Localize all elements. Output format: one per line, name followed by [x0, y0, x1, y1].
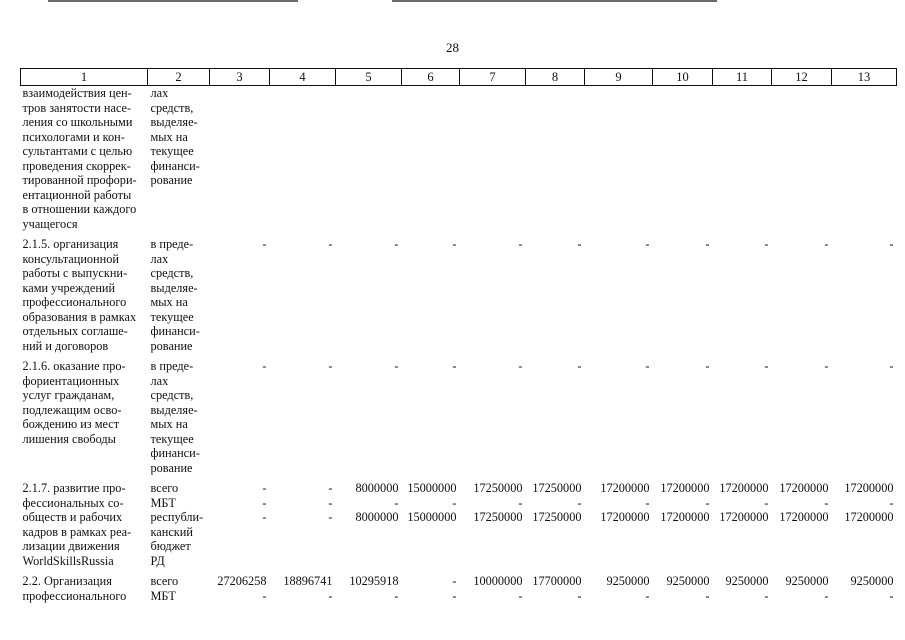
value-cell: - [518, 359, 523, 373]
value-cell: - [889, 237, 894, 251]
column-header: 4 [270, 69, 336, 86]
value-cell: - [262, 359, 267, 373]
header-row [21, 69, 897, 86]
activity-name-line: в отношении каждого [22, 202, 137, 216]
funding-source-line: МБТ [150, 495, 176, 510]
table-row [21, 86, 897, 232]
table-row [21, 574, 897, 589]
value-cell: - [328, 588, 333, 603]
value-cell: - [394, 588, 399, 603]
funding-source-cell [148, 574, 210, 589]
value-cell: - [705, 237, 710, 251]
value-cell: - [764, 495, 769, 510]
value-cell: - [705, 495, 710, 510]
value-cell: - [452, 588, 457, 603]
funding-source-line: текущее [150, 431, 194, 446]
activity-name-line: тированной профори- [22, 173, 137, 187]
funding-source-cell [148, 589, 210, 604]
value-cell: - [394, 495, 399, 510]
activity-name-line: профессионального [22, 588, 127, 603]
value-cell [460, 86, 526, 232]
value-cell: - [328, 481, 333, 495]
funding-source-line: в преде- [150, 237, 194, 251]
value-cell: 8000000 [355, 481, 399, 495]
activity-name-line: работы с выпускни- [22, 266, 128, 280]
column-header: 3 [210, 69, 270, 86]
activity-name-line: учащегося [22, 216, 78, 231]
funding-source-line: выделяе- [150, 402, 198, 417]
value-cell: - [824, 495, 829, 510]
value-cell: - [577, 588, 582, 603]
funding-source-cell [148, 510, 210, 568]
value-cell: 17200000 [600, 510, 650, 524]
value-cell: - [824, 237, 829, 251]
column-header: 10 [653, 69, 713, 86]
activity-name-line: отдельных соглаше- [22, 324, 128, 338]
value-cell [336, 86, 402, 232]
value-cell: 17250000 [473, 510, 523, 524]
activity-name-line: услуг гражданам, [22, 388, 115, 402]
value-cell: - [394, 359, 399, 373]
activity-name-cell [21, 237, 148, 353]
value-cell [772, 86, 832, 232]
funding-source-line: РД [150, 553, 165, 568]
column-header: 13 [832, 69, 897, 86]
value-cell: - [764, 359, 769, 373]
value-cell: - [824, 588, 829, 603]
table-row [21, 359, 897, 475]
value-cell: 17200000 [719, 481, 769, 495]
value-cell: - [452, 237, 457, 251]
funding-source-line: финанси- [150, 324, 200, 338]
funding-source-cell [148, 359, 210, 475]
value-cell: - [452, 359, 457, 373]
value-cell: - [452, 495, 457, 510]
value-cell [585, 86, 653, 232]
activity-name-line: подлежащим осво- [22, 402, 122, 417]
funding-source-line: в преде- [150, 359, 194, 373]
value-cell [832, 86, 897, 232]
funding-source-cell [148, 237, 210, 353]
value-cell: 17250000 [532, 510, 582, 524]
value-cell: 17250000 [532, 481, 582, 495]
activity-name-line: 2.2. Организация [22, 574, 112, 588]
activity-name-cell [21, 481, 148, 568]
column-header: 2 [148, 69, 210, 86]
value-cell: - [518, 588, 523, 603]
value-cell: 18896741 [283, 574, 333, 588]
value-cell [270, 86, 336, 232]
funding-source-line: текущее [150, 309, 194, 324]
table-row [21, 510, 897, 568]
value-cell: - [645, 359, 650, 373]
activity-name-line: профессионального [22, 295, 127, 309]
activity-name-line: ками учреждений [22, 280, 116, 295]
value-cell: - [764, 237, 769, 251]
value-cell: - [262, 237, 267, 251]
value-cell [210, 86, 270, 232]
activity-name-line: обществ и рабочих [22, 510, 123, 524]
value-cell: - [824, 359, 829, 373]
value-cell: - [645, 495, 650, 510]
funding-source-line: республи- [150, 510, 204, 524]
activity-name-line: проведения скоррек- [22, 158, 131, 173]
value-cell: 17200000 [600, 481, 650, 495]
value-cell: 17200000 [779, 510, 829, 524]
value-cell: - [705, 588, 710, 603]
value-cell: - [577, 495, 582, 510]
value-cell: 10295918 [349, 574, 399, 588]
table-row [21, 589, 897, 604]
activity-name-line: лизации движения [22, 539, 120, 553]
activity-name-line: ентационной работы [22, 187, 132, 202]
value-cell: - [452, 574, 457, 588]
value-cell: 17200000 [779, 481, 829, 495]
funding-source-cell [148, 86, 210, 232]
value-cell: - [328, 359, 333, 373]
value-cell: - [889, 588, 894, 603]
column-header: 1 [21, 69, 148, 86]
funding-source-line: мых на [150, 295, 188, 309]
value-cell: 17200000 [719, 510, 769, 524]
funding-source-line: мых на [150, 417, 188, 431]
funding-source-line: рование [150, 338, 193, 353]
value-cell: - [889, 359, 894, 373]
value-cell: - [889, 495, 894, 510]
activity-name-line: 2.1.6. оказание про- [22, 359, 126, 373]
funding-source-line: лах [150, 373, 169, 388]
activity-name-line: WorldSkillsRussia [22, 553, 114, 568]
value-cell: 17200000 [660, 510, 710, 524]
value-cell: - [262, 481, 267, 495]
activity-name-line: образования в рамках [22, 309, 137, 324]
value-cell: - [262, 588, 267, 603]
value-cell: 9250000 [785, 574, 829, 588]
funding-source-line: МБТ [150, 588, 176, 603]
column-header: 12 [772, 69, 832, 86]
column-header: 7 [460, 69, 526, 86]
value-cell: 10000000 [473, 574, 523, 588]
activity-name-line: лишения свободы [22, 431, 116, 446]
funding-source-line: текущее [150, 144, 194, 158]
column-header: 11 [713, 69, 772, 86]
funding-source-line: бюджет [150, 539, 191, 553]
value-cell: - [328, 237, 333, 251]
value-cell: - [518, 237, 523, 251]
column-header: 5 [336, 69, 402, 86]
value-cell [402, 86, 460, 232]
value-cell: - [262, 495, 267, 510]
funding-source-line: канский [150, 524, 193, 539]
value-cell: 17200000 [844, 510, 894, 524]
activity-name-line: сультантами с целью [22, 144, 133, 158]
activity-name-line: консультационной [22, 251, 119, 266]
value-cell [713, 86, 772, 232]
value-cell: 15000000 [407, 481, 457, 495]
table-body [21, 86, 897, 604]
funding-source-line: финанси- [150, 158, 200, 173]
funding-source-line: рование [150, 460, 193, 475]
activity-name-line: ний и договоров [22, 338, 109, 353]
value-cell: 17700000 [532, 574, 582, 588]
value-cell: 9250000 [606, 574, 650, 588]
table-row [21, 496, 897, 511]
activity-name-line: бождению из мест [22, 417, 120, 431]
funding-source-line: всего [150, 481, 179, 495]
column-header: 8 [526, 69, 585, 86]
funding-source-line: лах [150, 86, 169, 100]
page-number: 28 [446, 40, 459, 55]
activity-name-line: 2.1.7. развитие про- [22, 481, 126, 495]
funding-source-line: лах [150, 251, 169, 266]
funding-source-line: финанси- [150, 446, 200, 460]
value-cell: 17200000 [844, 481, 894, 495]
activity-name-line: ления со школьными [22, 115, 133, 129]
value-cell: - [645, 237, 650, 251]
activity-name-line: фориентационных [22, 373, 120, 388]
value-cell: 17200000 [660, 481, 710, 495]
funding-source-cell [148, 481, 210, 496]
top-edge-rule-right [392, 0, 717, 2]
column-header: 9 [585, 69, 653, 86]
value-cell: - [518, 495, 523, 510]
value-cell: - [764, 588, 769, 603]
funding-source-line: выделяе- [150, 115, 198, 129]
funding-source-line: средств, [150, 100, 194, 115]
activity-name-line: кадров в рамках реа- [22, 524, 132, 539]
funding-source-line: средств, [150, 266, 194, 280]
activity-name-line: психологами и кон- [22, 129, 125, 144]
value-cell: 27206258 [217, 574, 267, 588]
value-cell: - [577, 359, 582, 373]
activity-name-cell [21, 359, 148, 475]
value-cell: - [328, 510, 333, 524]
funding-source-line: рование [150, 173, 193, 187]
value-cell: - [394, 237, 399, 251]
activity-name-cell [21, 86, 148, 232]
funding-source-line: мых на [150, 129, 188, 144]
funding-source-line: средств, [150, 388, 194, 402]
value-cell [653, 86, 713, 232]
value-cell: - [328, 495, 333, 510]
value-cell: - [645, 588, 650, 603]
funding-source-line: всего [150, 574, 179, 588]
budget-table [20, 68, 897, 603]
table-row [21, 481, 897, 496]
activity-name-line: 2.1.5. организация [22, 237, 119, 251]
value-cell: 15000000 [407, 510, 457, 524]
value-cell: 17250000 [473, 481, 523, 495]
value-cell: - [705, 359, 710, 373]
table-row [21, 237, 897, 353]
top-edge-rule-left [48, 0, 298, 2]
value-cell: 8000000 [355, 510, 399, 524]
value-cell [526, 86, 585, 232]
column-header: 6 [402, 69, 460, 86]
value-cell: - [577, 237, 582, 251]
activity-name-cell [21, 574, 148, 603]
activity-name-line: фессиональных со- [22, 495, 124, 510]
activity-name-line: взаимодействия цен- [22, 86, 132, 100]
value-cell: 9250000 [850, 574, 894, 588]
activity-name-line: тров занятости насе- [22, 100, 132, 115]
funding-source-line: выделяе- [150, 280, 198, 295]
funding-source-cell [148, 496, 210, 511]
value-cell: 9250000 [666, 574, 710, 588]
value-cell: - [262, 510, 267, 524]
value-cell: 9250000 [725, 574, 769, 588]
